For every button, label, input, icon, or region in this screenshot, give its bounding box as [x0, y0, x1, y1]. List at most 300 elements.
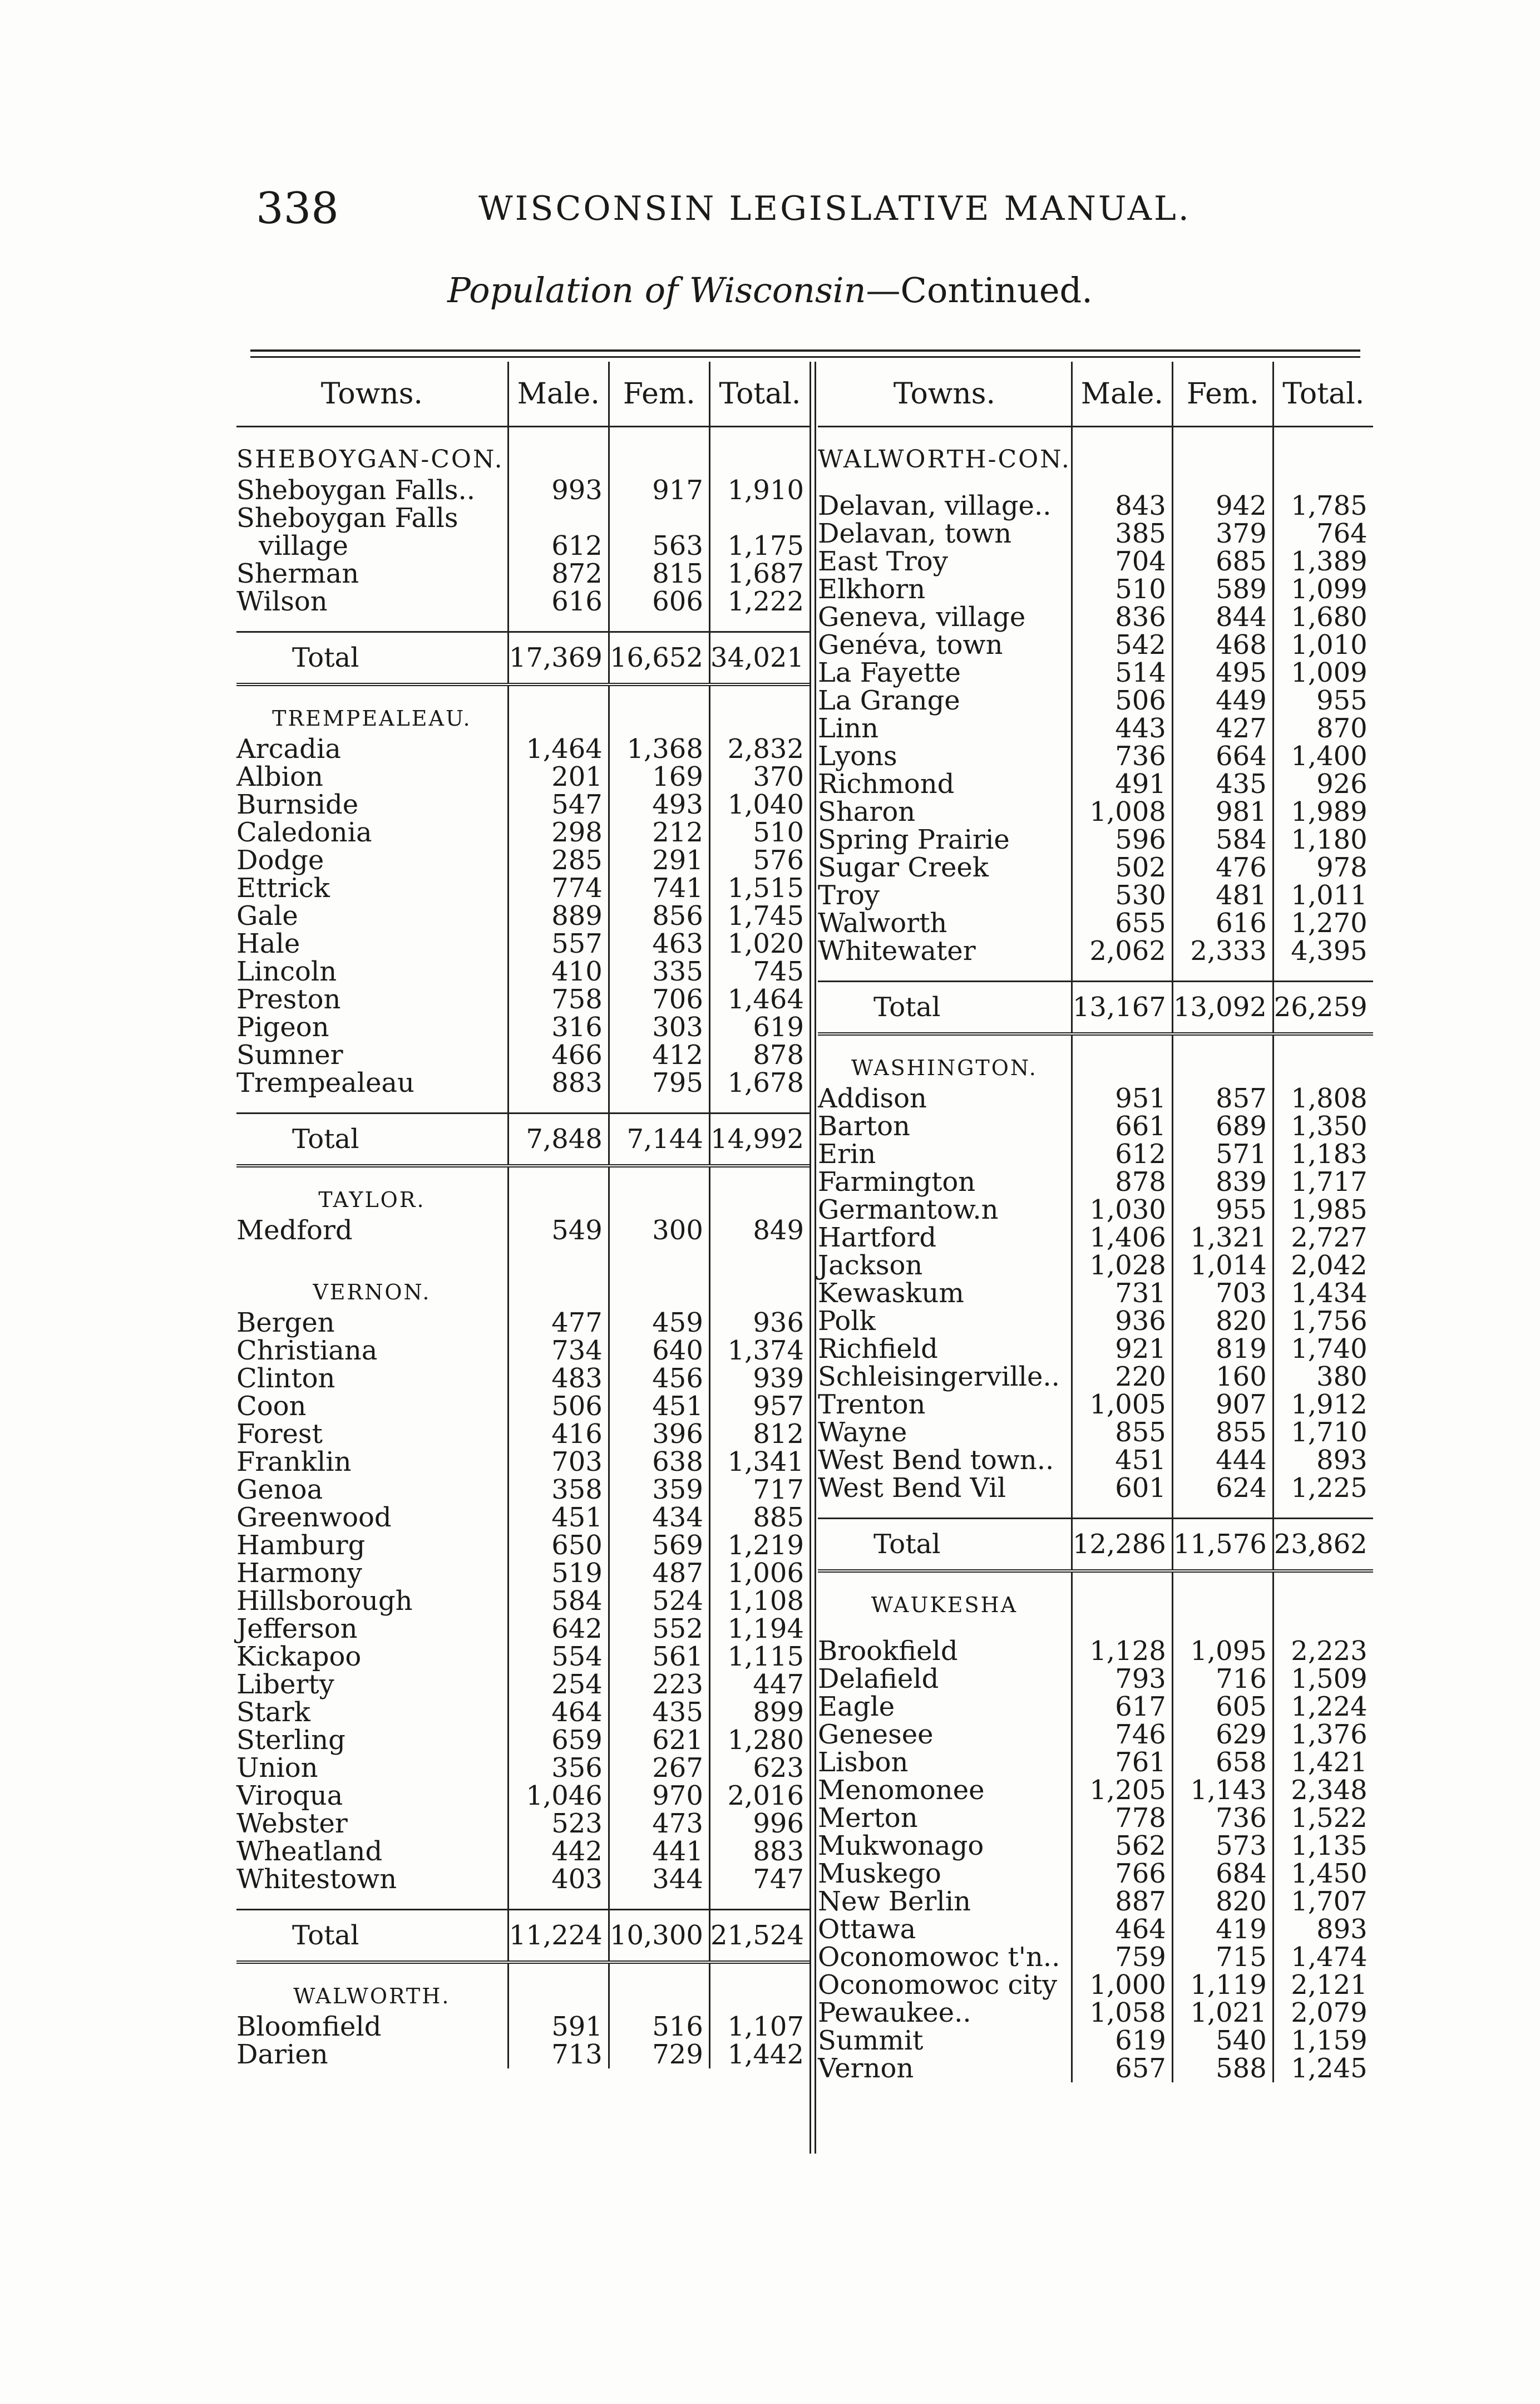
male-value: 7,848: [508, 1114, 609, 1166]
female-value: 621: [609, 1726, 709, 1754]
total-value: 380: [1273, 1363, 1373, 1391]
table-row: [236, 504, 810, 532]
running-title: WISCONSIN LEGISLATIVE MANUAL.: [478, 189, 1191, 228]
town-name: Liberty: [236, 1669, 334, 1700]
empty-cell: [1072, 1571, 1172, 1622]
empty-cell: [709, 615, 810, 632]
table-row: [818, 826, 1373, 854]
total-value: 1,989: [1273, 798, 1373, 826]
male-value: 285: [508, 846, 609, 874]
female-value: 589: [1172, 575, 1273, 603]
page-number: 338: [256, 184, 339, 234]
female-value: 160: [1172, 1363, 1273, 1391]
town-name: Pigeon: [236, 1012, 329, 1043]
female-value: 11,576: [1172, 1519, 1273, 1572]
female-value: 267: [609, 1754, 709, 1782]
county-header-row: [236, 1166, 810, 1216]
male-value: 523: [508, 1810, 609, 1838]
town-name: Summit: [818, 2025, 924, 2056]
table-row: [818, 492, 1373, 520]
male-value: 385: [1072, 520, 1172, 548]
empty-cell: [709, 1097, 810, 1114]
town-name: Jefferson: [236, 1613, 358, 1644]
total-value: 1,509: [1273, 1665, 1373, 1693]
total-value: 2,348: [1273, 1776, 1373, 1804]
total-value: 619: [709, 1013, 810, 1041]
town-name: Elkhorn: [818, 574, 926, 605]
male-value: 464: [508, 1698, 609, 1726]
town-name: Bloomfield: [236, 2011, 382, 2042]
female-value: 169: [609, 763, 709, 791]
town-name: Total: [818, 1519, 1072, 1572]
town-name: Linn: [818, 713, 879, 744]
female-value: 741: [609, 874, 709, 902]
table-title-italic: Population of Wisconsin: [447, 270, 866, 311]
empty-cell: [236, 615, 508, 632]
table-row: [236, 1420, 810, 1448]
male-value: 1,205: [1072, 1776, 1172, 1804]
total-value: 1,522: [1273, 1804, 1373, 1832]
total-value: 1,434: [1273, 1279, 1373, 1307]
table-row: [236, 1838, 810, 1865]
female-value: 981: [1172, 798, 1273, 826]
female-value: 664: [1172, 742, 1273, 770]
town-name: Hamburg: [236, 1530, 366, 1561]
female-value: 451: [609, 1392, 709, 1420]
male-value: 713: [508, 2041, 609, 2068]
town-name: Addison: [818, 1083, 927, 1114]
table-row: [236, 1810, 810, 1838]
total-value: 978: [1273, 854, 1373, 881]
male-value: 1,464: [508, 735, 609, 763]
town-name: Richfield: [818, 1333, 938, 1364]
left-table: [236, 362, 810, 2068]
town-name: Genéva, town: [818, 629, 1003, 661]
town-name: village: [259, 530, 348, 561]
male-value: 506: [508, 1392, 609, 1420]
table-row: [818, 1721, 1373, 1748]
female-value: 7,144: [609, 1114, 709, 1166]
empty-cell: [818, 1502, 1072, 1519]
table-row: [236, 735, 810, 763]
table-row: [818, 2027, 1373, 2055]
table-row: [818, 742, 1373, 770]
total-value: 939: [709, 1364, 810, 1392]
town-name: Kewaskum: [818, 1278, 964, 1309]
female-value: 456: [609, 1364, 709, 1392]
town-name: Menomonee: [818, 1775, 985, 1806]
empty-cell: [1172, 1571, 1273, 1622]
empty-cell: [609, 1166, 709, 1216]
table-row: [236, 1587, 810, 1615]
empty-cell: [1273, 965, 1373, 982]
table-row: [818, 659, 1373, 687]
town-name: Sharon: [818, 796, 916, 827]
town-name: Hale: [236, 928, 300, 959]
male-value: 878: [1072, 1168, 1172, 1196]
male-value: 596: [1072, 826, 1172, 854]
male-value: 502: [1072, 854, 1172, 881]
empty-cell: [609, 615, 709, 632]
empty-cell: [1273, 1502, 1373, 1519]
town-name: Dodge: [236, 845, 324, 876]
town-name: Caledonia: [236, 817, 372, 848]
town-name: Greenwood: [236, 1502, 392, 1533]
total-value: 893: [1273, 1446, 1373, 1474]
female-value: 857: [1172, 1085, 1273, 1112]
total-value: 1,183: [1273, 1140, 1373, 1168]
male-value: 616: [508, 588, 609, 615]
male-value: 887: [1072, 1888, 1172, 1915]
table-row: [818, 1971, 1373, 1999]
total-value: 885: [709, 1504, 810, 1531]
female-value: 481: [1172, 881, 1273, 909]
town-name: Clinton: [236, 1363, 335, 1394]
female-value: 412: [609, 1041, 709, 1069]
female-value: 819: [1172, 1335, 1273, 1363]
male-value: 591: [508, 2013, 609, 2041]
female-value: 427: [1172, 715, 1273, 742]
total-value: 745: [709, 958, 810, 986]
table-title-rest: —Continued.: [866, 270, 1093, 311]
spacer-row: [818, 1502, 1373, 1519]
town-name: Barton: [818, 1111, 910, 1142]
male-value: 530: [1072, 881, 1172, 909]
male-value: 11,224: [508, 1910, 609, 1963]
total-value: 4,395: [1273, 937, 1373, 965]
total-value: 1,194: [709, 1615, 810, 1643]
female-value: 419: [1172, 1915, 1273, 1943]
town-name: Delavan, town: [818, 518, 1012, 549]
female-value: 291: [609, 846, 709, 874]
female-value: 344: [609, 1865, 709, 1893]
town-name: Merton: [818, 1802, 918, 1834]
female-value: 435: [1172, 770, 1273, 798]
female-value: 605: [1172, 1693, 1273, 1721]
male-value: 993: [508, 476, 609, 504]
town-name: Troy: [818, 880, 880, 911]
table-row: [818, 1748, 1373, 1776]
total-value: 34,021: [709, 632, 810, 685]
total-value: 996: [709, 1810, 810, 1838]
female-value: 459: [609, 1309, 709, 1337]
town-name: Wheatland: [236, 1836, 383, 1867]
total-value: 1,710: [1273, 1418, 1373, 1446]
total-value: 447: [709, 1671, 810, 1698]
total-value: 2,042: [1273, 1252, 1373, 1279]
header-row: [818, 362, 1373, 427]
total-value: 2,223: [1273, 1637, 1373, 1665]
total-value: 1,442: [709, 2041, 810, 2068]
male-value: 921: [1072, 1335, 1172, 1363]
town-name: West Bend town..: [818, 1445, 1054, 1476]
male-value: 316: [508, 1013, 609, 1041]
total-value: 26,259: [1273, 982, 1373, 1034]
female-value: 495: [1172, 659, 1273, 687]
total-value: 1,180: [1273, 826, 1373, 854]
male-value: 403: [508, 1865, 609, 1893]
male-value: 1,000: [1072, 1971, 1172, 1999]
male-value: 761: [1072, 1748, 1172, 1776]
table-row: [236, 986, 810, 1013]
total-value: 1,270: [1273, 909, 1373, 937]
table-row: [236, 532, 810, 560]
female-value: 16,652: [609, 632, 709, 685]
table-row: [236, 1615, 810, 1643]
table-row: [236, 763, 810, 791]
town-name: Genesee: [818, 1719, 934, 1750]
town-name: La Grange: [818, 685, 960, 716]
male-value: 12,286: [1072, 1519, 1172, 1572]
town-name: Ottawa: [818, 1914, 916, 1945]
female-value: 716: [1172, 1665, 1273, 1693]
town-name: Sterling: [236, 1725, 345, 1756]
total-value: 883: [709, 1838, 810, 1865]
town-name: Hillsborough: [236, 1585, 413, 1617]
female-value: 640: [609, 1337, 709, 1364]
total-value: 957: [709, 1392, 810, 1420]
table-row: [818, 854, 1373, 881]
table-row: [236, 902, 810, 930]
female-value: 468: [1172, 631, 1273, 659]
female-value: 473: [609, 1810, 709, 1838]
town-name: Genoa: [236, 1474, 323, 1505]
table-title: [0, 270, 1540, 311]
male-value: 519: [508, 1559, 609, 1587]
table-row: [818, 1999, 1373, 2027]
male-value: 793: [1072, 1665, 1172, 1693]
male-value: 547: [508, 791, 609, 819]
total-value: 812: [709, 1420, 810, 1448]
table-row: [236, 791, 810, 819]
top-rule-2: [250, 356, 1360, 358]
town-name: La Fayette: [818, 657, 961, 688]
male-value: 617: [1072, 1693, 1172, 1721]
female-value: 624: [1172, 1474, 1273, 1502]
female-value: 449: [1172, 687, 1273, 715]
male-value: 410: [508, 958, 609, 986]
male-value: 1,030: [1072, 1196, 1172, 1224]
total-value: 893: [1273, 1915, 1373, 1943]
town-name: Whitewater: [818, 935, 976, 967]
empty-cell: [508, 1166, 609, 1216]
table-row: [818, 520, 1373, 548]
total-value: 1,474: [1273, 1943, 1373, 1971]
female-value: 658: [1172, 1748, 1273, 1776]
col-fem: Fem.: [609, 362, 709, 427]
table-row: [818, 1665, 1373, 1693]
table-row: [236, 1865, 810, 1893]
total-value: 1,135: [1273, 1832, 1373, 1860]
male-value: 416: [508, 1420, 609, 1448]
total-value: 2,016: [709, 1782, 810, 1810]
table-row: [818, 1860, 1373, 1888]
empty-cell: [236, 1097, 508, 1114]
male-value: 1,008: [1072, 798, 1172, 826]
town-name: Farmington: [818, 1166, 976, 1198]
male-value: 557: [508, 930, 609, 958]
male-value: 464: [1072, 1915, 1172, 1943]
female-value: 703: [1172, 1279, 1273, 1307]
empty-cell: [709, 1893, 810, 1910]
female-value: 1,021: [1172, 1999, 1273, 2027]
male-value: 1,046: [508, 1782, 609, 1810]
male-value: 951: [1072, 1085, 1172, 1112]
empty-cell: [609, 684, 709, 735]
male-value: 443: [1072, 715, 1172, 742]
town-name: Darien: [236, 2039, 328, 2070]
total-value: 1,245: [1273, 2055, 1373, 2082]
column-divider: [810, 362, 816, 2154]
female-value: 684: [1172, 1860, 1273, 1888]
empty-cell: [508, 615, 609, 632]
male-value: 298: [508, 819, 609, 846]
male-value: 1,028: [1072, 1252, 1172, 1279]
male-value: 655: [1072, 909, 1172, 937]
total-value: 1,225: [1273, 1474, 1373, 1502]
total-value: 623: [709, 1754, 810, 1782]
male-value: 220: [1072, 1363, 1172, 1391]
town-name: Preston: [236, 984, 341, 1015]
male-value: 703: [508, 1448, 609, 1476]
town-name: Hartford: [818, 1222, 937, 1253]
total-value: 1,280: [709, 1726, 810, 1754]
town-name: Walworth: [818, 908, 947, 939]
total-value: 1,680: [1273, 603, 1373, 631]
female-value: 1,143: [1172, 1776, 1273, 1804]
town-name: Lyons: [818, 741, 897, 772]
male-value: 477: [508, 1309, 609, 1337]
table-row: [236, 1392, 810, 1420]
male-value: 442: [508, 1838, 609, 1865]
female-value: 736: [1172, 1804, 1273, 1832]
total-row: [236, 1114, 810, 1166]
male-value: 855: [1072, 1418, 1172, 1446]
total-value: 1,985: [1273, 1196, 1373, 1224]
female-value: 300: [609, 1216, 709, 1244]
male-value: 843: [1072, 492, 1172, 520]
table-row: [818, 770, 1373, 798]
male-value: 659: [508, 1726, 609, 1754]
town-name: West Bend Vil: [818, 1472, 1006, 1504]
table-row: [236, 1726, 810, 1754]
female-value: 379: [1172, 520, 1273, 548]
total-value: 1,376: [1273, 1721, 1373, 1748]
table-row: [236, 1531, 810, 1559]
female-value: 629: [1172, 1721, 1273, 1748]
empty-cell: [508, 1962, 609, 2013]
male-value: 619: [1072, 2027, 1172, 2055]
table-row: [236, 1448, 810, 1476]
total-value: 1,808: [1273, 1085, 1373, 1112]
empty-cell: [1172, 476, 1273, 492]
town-name: Bergen: [236, 1307, 335, 1338]
male-value: 542: [1072, 631, 1172, 659]
empty-cell: [1172, 1034, 1273, 1085]
male-value: 254: [508, 1671, 609, 1698]
male-value: 778: [1072, 1804, 1172, 1832]
town-name: Forest: [236, 1418, 323, 1450]
town-name: Total: [236, 632, 508, 685]
female-value: 606: [609, 588, 709, 615]
male-value: 483: [508, 1364, 609, 1392]
town-name: Whitestown: [236, 1864, 397, 1895]
male-value: 562: [1072, 1832, 1172, 1860]
female-value: 335: [609, 958, 709, 986]
table-row: [818, 937, 1373, 965]
empty-cell: [1273, 1034, 1373, 1085]
male-value: 758: [508, 986, 609, 1013]
male-value: 889: [508, 902, 609, 930]
town-name: Geneva, village: [818, 602, 1026, 633]
total-row: [818, 982, 1373, 1034]
town-name: Arcadia: [236, 733, 341, 765]
female-value: 434: [609, 1504, 709, 1531]
female-value: 588: [1172, 2055, 1273, 2082]
total-value: 1,374: [709, 1337, 810, 1364]
female-value: 1,095: [1172, 1637, 1273, 1665]
female-value: 396: [609, 1420, 709, 1448]
empty-cell: [709, 1260, 810, 1309]
table-row: [818, 1224, 1373, 1252]
male-value: 731: [1072, 1279, 1172, 1307]
male-value: 1,005: [1072, 1391, 1172, 1418]
town-name: Richmond: [818, 769, 955, 800]
total-value: 899: [709, 1698, 810, 1726]
table-row: [236, 930, 810, 958]
town-name: Christiana: [236, 1335, 378, 1366]
empty-cell: [609, 1962, 709, 2013]
total-value: 1,224: [1273, 1693, 1373, 1721]
female-value: 1,119: [1172, 1971, 1273, 1999]
total-value: 14,992: [709, 1114, 810, 1166]
total-value: 1,350: [1273, 1112, 1373, 1140]
female-value: 729: [609, 2041, 709, 2068]
total-value: 1,159: [1273, 2027, 1373, 2055]
male-value: 650: [508, 1531, 609, 1559]
empty-cell: [709, 427, 810, 477]
table-row: [236, 588, 810, 615]
table-row: [236, 560, 810, 588]
col-male: Male.: [1072, 362, 1172, 427]
male-value: 506: [1072, 687, 1172, 715]
spacer-row: [818, 1622, 1373, 1637]
male-value: 1,058: [1072, 1999, 1172, 2027]
town-name: Sheboygan Falls..: [236, 475, 475, 506]
table-row: [236, 1069, 810, 1097]
town-name: Sherman: [236, 558, 359, 589]
town-name: Total: [818, 982, 1072, 1034]
spacer-row: [818, 965, 1373, 982]
spacer-row: [818, 476, 1373, 492]
table-row: [236, 1671, 810, 1698]
table-row: [236, 1643, 810, 1671]
table-row: [818, 1693, 1373, 1721]
male-value: 466: [508, 1041, 609, 1069]
town-name: Pewaukee..: [818, 1997, 971, 2028]
female-value: 689: [1172, 1112, 1273, 1140]
male-value: 201: [508, 763, 609, 791]
female-value: 855: [1172, 1418, 1273, 1446]
female-value: 516: [609, 2013, 709, 2041]
table-row: [818, 1307, 1373, 1335]
table-row: [236, 2013, 810, 2041]
total-value: 1,175: [709, 532, 810, 560]
town-name: Erin: [818, 1139, 876, 1170]
empty-cell: [508, 1893, 609, 1910]
town-name: East Troy: [818, 546, 948, 577]
empty-cell: [508, 684, 609, 735]
